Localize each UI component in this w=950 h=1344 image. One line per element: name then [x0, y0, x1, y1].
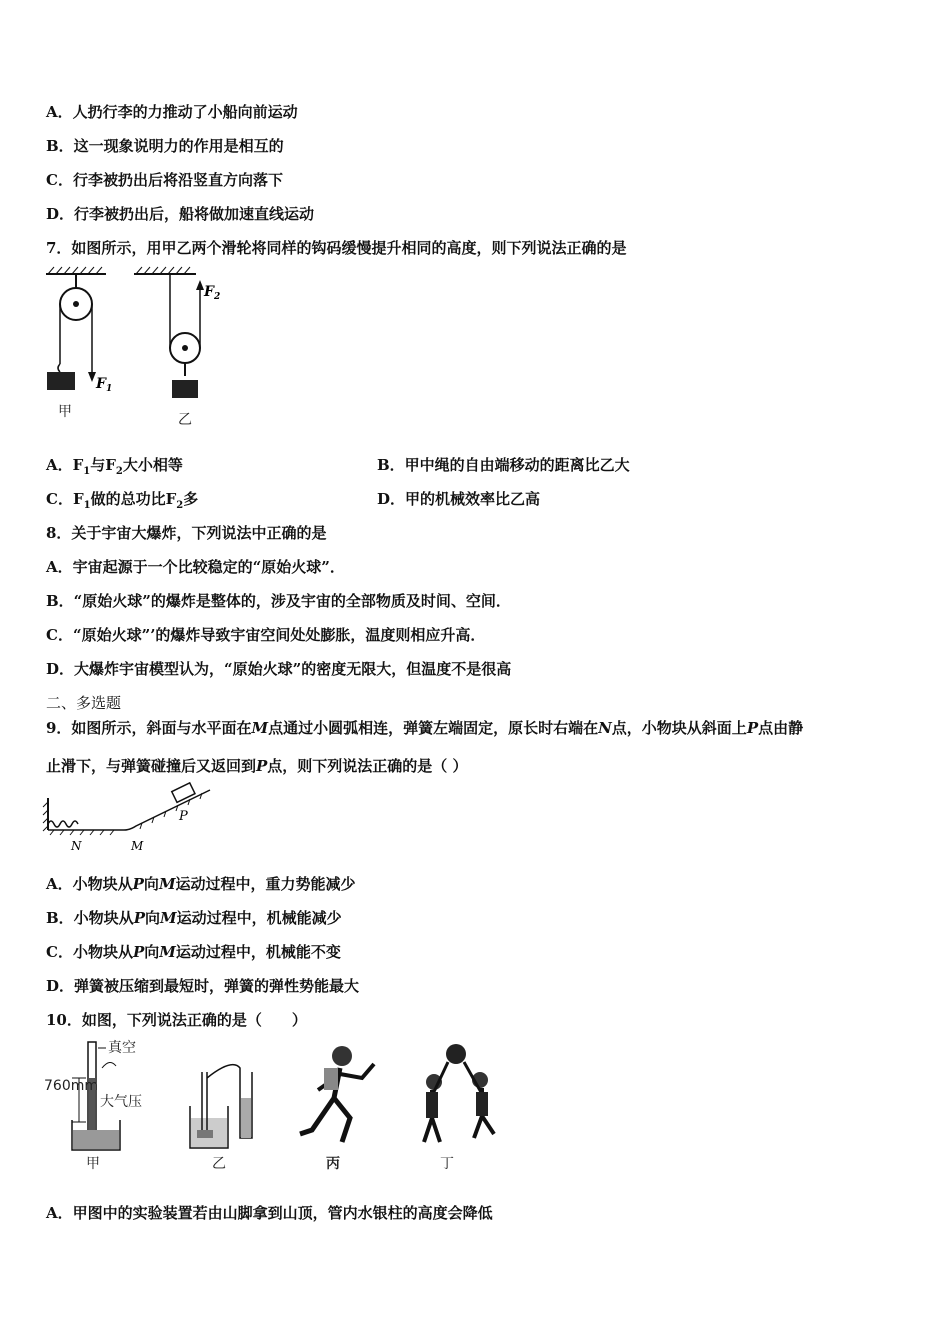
svg-text:丙: 丙 [326, 1156, 340, 1172]
label-m: M [131, 839, 144, 853]
f2-label: $F_2$ [204, 284, 221, 302]
q9-stem-line1: 9．如图所示，斜面与水平面在M点通过小圆弧相连，弹簧左端固定，原长时右端在N点，小物块从斜面上P点由静 [46, 719, 804, 737]
q6-option-c: C．行李被扔出后将沿竖直方向落下 [46, 171, 283, 189]
label-jia: 甲 [58, 404, 72, 420]
svg-text:丁: 丁 [440, 1156, 454, 1172]
q8-stem: 8．关于宇宙大爆炸，下列说法中正确的是 [46, 524, 327, 542]
svg-text:大气压: 大气压 [100, 1094, 142, 1110]
q10-figures [42, 1038, 522, 1173]
q7-option-d: D．甲的机械效率比乙高 [377, 490, 541, 508]
q7-stem: 7．如图所示，用甲乙两个滑轮将同样的钩码缓慢提升相同的高度，则下列说法正确的是 [46, 239, 627, 257]
f1-label: $F_1$ [96, 376, 113, 394]
q10-option-a: A．甲图中的实验装置若由山脚拿到山顶，管内水银柱的高度会降低 [46, 1204, 493, 1222]
runner-figure [300, 1046, 374, 1172]
pulley-figure [40, 264, 230, 434]
q8-option-d: D．大爆炸宇宙模型认为，“原始火球”的密度无限大，但温度不是很高 [46, 660, 512, 678]
q10-stem: 10．如图，下列说法正确的是（ ） [46, 1011, 307, 1029]
section-title: 二、多选题 [46, 694, 122, 712]
label-p: P [179, 809, 188, 824]
q8-option-b: B．“原始火球”的爆炸是整体的，涉及宇宙的全部物质及时间、空间． [46, 592, 511, 610]
q9-option-a: A．小物块从P向M运动过程中，重力势能减少 [46, 875, 356, 893]
svg-text:甲: 甲 [86, 1156, 100, 1172]
svg-text:乙: 乙 [212, 1156, 226, 1172]
q6-option-a: A．人扔行李的力推动了小船向前运动 [46, 103, 298, 121]
q7-option-b: B．甲中绳的自由端移动的距离比乙大 [377, 456, 630, 474]
q7-option-a: A．$F_1$与$F_2$大小相等 [46, 456, 183, 477]
incline-figure [42, 782, 217, 858]
torricelli-figure [44, 1039, 142, 1172]
q9-option-b: B．小物块从P向M运动过程中，机械能减少 [46, 909, 342, 927]
svg-text:真空: 真空 [108, 1040, 136, 1056]
q9-stem-line2: 止滑下，与弹簧碰撞后又返回到P点，则下列说法正确的是（ ） [46, 757, 468, 775]
manometer-figure [190, 1065, 252, 1172]
q8-option-a: A．宇宙起源于一个比较稳定的“原始火球”． [46, 558, 345, 576]
svg-text:760mm: 760mm [44, 1078, 98, 1094]
q7-option-c: C．$F_1$做的总功比$F_2$多 [46, 490, 199, 511]
q6-option-b: B．这一现象说明力的作用是相互的 [46, 137, 284, 155]
q6-option-d: D．行李被扔出后，船将做加速直线运动 [46, 205, 315, 223]
label-yi: 乙 [178, 412, 192, 428]
label-n: N [71, 839, 82, 853]
q9-option-d: D．弹簧被压缩到最短时，弹簧的弹性势能最大 [46, 977, 360, 995]
q9-option-c: C．小物块从P向M运动过程中，机械能不变 [46, 943, 341, 961]
basketball-figure [424, 1044, 494, 1172]
q8-option-c: C．“原始火球”’的爆炸导致宇宙空间处处膨胀，温度则相应升高． [46, 626, 486, 644]
